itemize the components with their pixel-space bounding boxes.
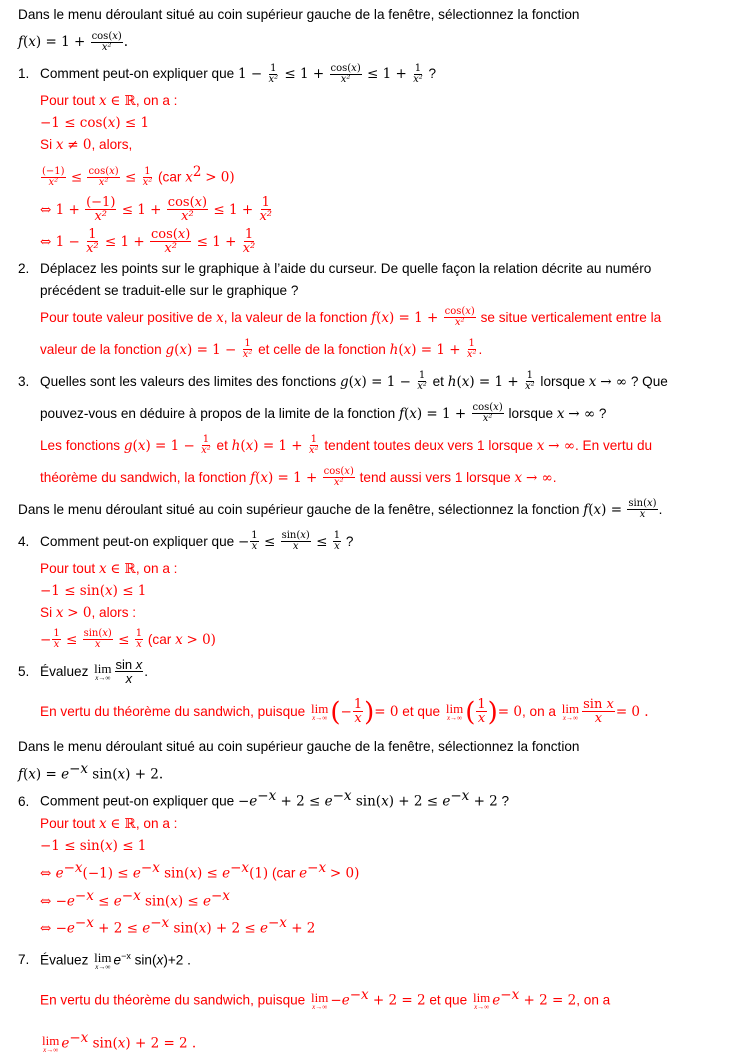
q7-question: 7. Évaluez lim x→∞ $e^{-x}$ sin(x)+2 . — [18, 949, 191, 971]
q4-answer-line: −1 ≤ sin(x) ≤ 1 — [40, 582, 147, 599]
q2-question: 2. Déplacez les points sur le graphique à l’aide du curseur. De quelle façon la relation décrite au numéro — [18, 260, 652, 276]
q3-question-line1: 3. Quelles sont les valeurs des limites des fonctions g(x) = 1 − $\frac{1}{\text{x²}}$ et h(x) = 1 + $\frac{1}{\text{x²}}$ lorsque x → ∞ ? Que — [18, 370, 668, 393]
q6-question: 6. Comment peut-on expliquer que $-e^{-x} + 2 \le e^{-x}$ $\sin(x) + 2 \le e^{-x} + 2$ ? — [18, 788, 510, 810]
q4-answer-line: Pour tout x ∈ ℝ, on a : — [40, 560, 178, 577]
q2-answer-line2: valeur de la fonction g(x) = 1 − $\frac{1}{\text{x²}}$ et celle de la fonction h(x) = 1 + $\frac{1}{\text{x²}}$ . — [40, 338, 483, 361]
q4-answer-line: − $\frac{1}{x}$ ≤ $\frac{\sin(x)}{x}$ ≤ $\frac{1}{x}$ (car x > 0) — [40, 628, 216, 651]
section2-instruction: Dans le menu déroulant situé au coin supérieur gauche de la fenêtre, sélectionnez la fonction f(x) = $\frac{\sin(x)}{x}$ . — [18, 498, 663, 521]
section3-function: $f(x) = e^{-x}$ sin(x) + 2. — [18, 760, 164, 783]
q4-question: 4. Comment peut-on expliquer que − $\frac{1}{x}$ ≤ $\frac{\sin(x)}{x}$ ≤ $\frac{1}{x}$ ? — [18, 530, 354, 553]
q3-answer-line2: théorème du sandwich, la fonction f(x) = 1 + $\frac{\cos(x)}{\text{x²}}$ tend aussi vers 1 lorsque x → ∞. — [40, 466, 557, 489]
q6-answer-line: ⇔ $-e^{-x} \le e^{-x}$ $\sin(x) \le e^{-x}$ — [40, 887, 230, 910]
q3-answer-line1: Les fonctions g(x) = 1 − $\frac{1}{\text{x²}}$ et h(x) = 1 + $\frac{1}{\text{x²}}$ tendent toutes deux vers 1 lorsque x → ∞. En vertu du — [40, 434, 653, 457]
q6-answer-line: ⇔ $e^{-x}(-1) \le e^{-x}$ $\sin(x) \le e^{-x}(1)$ (car $e^{-x} > 0$) — [40, 860, 360, 882]
q1-answer-line: ⇔ 1 − $\frac{1}{\text{x²}}$ ≤ 1 + $\frac{\cos(x)}{\text{x²}}$ ≤ 1 + $\frac{1}{\text{x²}}$ — [40, 227, 256, 257]
q3-question-line2: pouvez-vous en déduire à propos de la limite de la fonction f(x) = 1 + $\frac{\cos(x)}{\text{x²}}$ lorsque x → ∞ ? — [40, 402, 607, 425]
q1-answer-line: $\frac{(-1)}{\text{x²}}$ ≤ $\frac{\cos(x)}{\text{x²}}$ ≤ $\frac{1}{\text{x²}}$ (car $x^2 > 0$) — [42, 164, 235, 189]
q1-question: 1. Comment peut-on expliquer que 1 − $\frac{1}{\text{x²}}$ ≤ 1 + $\frac{\cos(x)}{\text{x²}}$ ≤ 1 + $\frac{1}{\text{x²}}$ ? — [18, 62, 437, 85]
section1-function: f(x) = 1 + $\frac{\cos(x)}{\text{x²}}$ . — [18, 30, 129, 53]
document-page — [18, 4, 734, 1061]
q6-answer-line: ⇔ $-e^{-x} + 2 \le e^{-x}$ $\sin(x) + 2 \le e^{-x} + 2$ — [40, 915, 316, 937]
q1-answer-line: −1 ≤ cos(x) ≤ 1 — [40, 115, 150, 131]
q7-answer-line2: lim x→∞ $e^{-x}$ sin(x) + 2 = 2 . — [42, 1029, 197, 1054]
q2-answer-line1: Pour toute valeur positive de x, la valeur de la fonction f(x) = 1 + $\frac{\cos(x)}{\text{x²}}$ se situe verticalement entre la — [40, 306, 662, 329]
q6-answer-line: Pour tout x ∈ ℝ, on a : — [40, 816, 178, 832]
q4-answer-line: Si x > 0, alors : — [40, 604, 137, 621]
q5-question: 5. Évaluez lim x→∞ $\frac{\text{sin x}}{x}$ . — [18, 657, 149, 687]
q6-answer — [18, 813, 734, 940]
q6-answer-line: −1 ≤ sin(x) ≤ 1 — [40, 838, 147, 854]
q1-answer-line: Pour tout x ∈ ℝ, on a : — [40, 93, 178, 109]
q1-answer-line: ⇔ 1 + $\frac{(-1)}{\text{x²}}$ ≤ 1 + $\frac{\cos(x)}{\text{x²}}$ ≤ 1 + $\frac{1}{\text{x²}}$ — [40, 195, 273, 225]
section3-instruction: Dans le menu déroulant situé au coin supérieur gauche de la fenêtre, sélectionnez la fonction — [18, 738, 580, 754]
q1-answer — [18, 90, 734, 258]
q1-answer-line: Si x ≠ 0, alors, — [40, 137, 133, 153]
q7-answer-line1: En vertu du théorème du sandwich, puisque lim x→∞ $-e^{-x} + 2 = 2$ et que lim x→∞ $e^{-x} + 2 = 2$, on a — [40, 987, 611, 1012]
section1-instruction: Dans le menu déroulant situé au coin supérieur gauche de la fenêtre, sélectionnez la fonction — [18, 7, 580, 22]
q5-answer: En vertu du théorème du sandwich, puisque lim x→∞ (− $\frac{1}{x}$ )= 0 et que lim x→∞ ( $\frac{1}{x}$ )= 0, on a lim x→∞ $\frac{\text{sin x}}{x}$ = 0 . — [40, 696, 649, 727]
q2-question-cont: précédent se traduit-elle sur le graphique ? — [40, 282, 299, 298]
q4-answer — [18, 558, 734, 656]
